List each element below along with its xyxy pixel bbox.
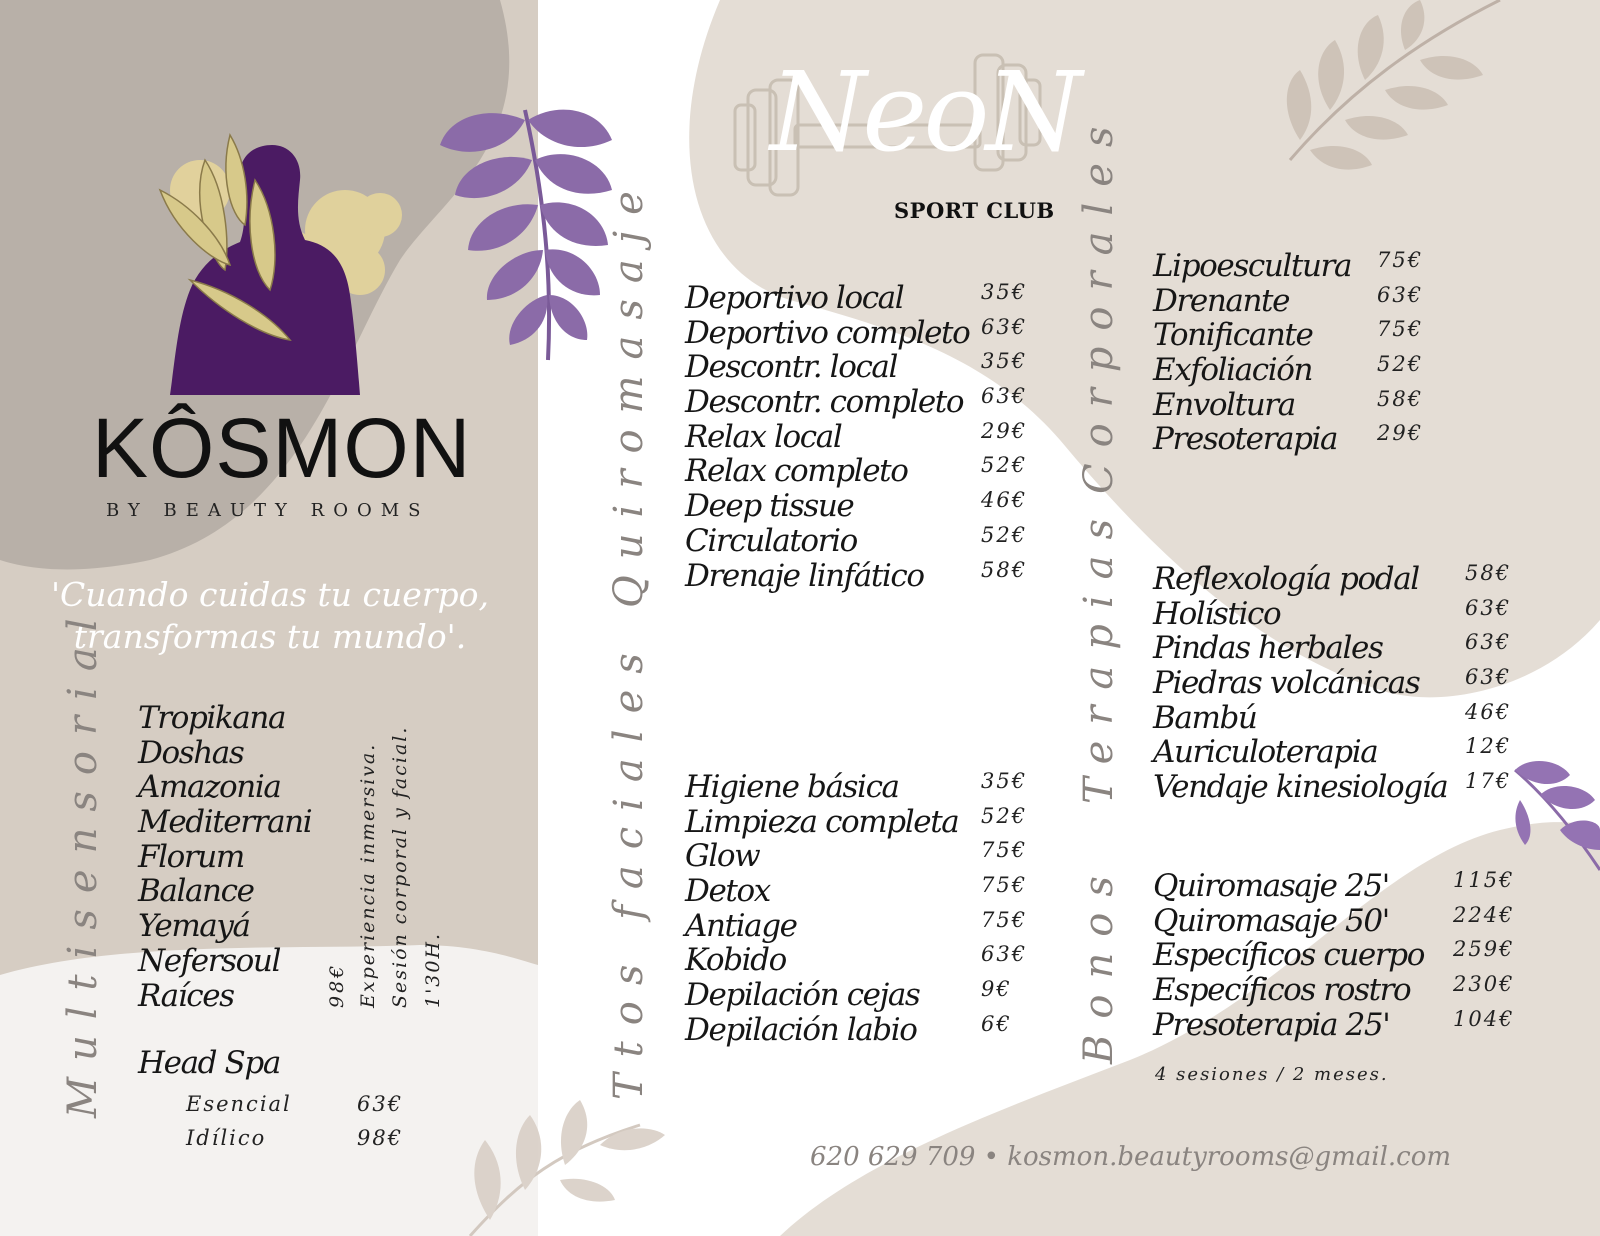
service-name: Exfoliación — [1153, 352, 1313, 389]
service-price: 115€ — [1453, 868, 1515, 892]
list-item: Florum — [138, 838, 244, 875]
service-name: Higiene básica — [685, 769, 899, 805]
list-item: Mediterrani — [138, 804, 312, 841]
headspa-item-idilico: Idílico — [186, 1126, 267, 1150]
service-name: Específicos rostro — [1153, 972, 1411, 1009]
service-name: Depilación labio — [685, 1011, 917, 1048]
service-price: 75€ — [1377, 248, 1424, 272]
service-price: 12€ — [1465, 734, 1512, 759]
service-price: 224€ — [1453, 902, 1515, 927]
list-item: Doshas — [138, 734, 244, 771]
service-name: Deep tissue — [685, 488, 854, 525]
service-name: Quiromasaje 25' — [1153, 868, 1389, 904]
list-item: Amazonia — [138, 769, 281, 806]
terapias-list — [1153, 561, 1513, 804]
brand-tagline: BY BEAUTY ROOMS — [106, 500, 430, 521]
list-item: Yemayá — [138, 908, 250, 945]
service-price: 58€ — [981, 557, 1028, 582]
corporales-list — [1153, 248, 1433, 456]
headspa-price-idilico: 98€ — [357, 1126, 404, 1150]
service-price: 104€ — [1453, 1006, 1515, 1031]
sport-club-label: SPORT CLUB — [894, 198, 1055, 223]
quiromasaje-list — [685, 280, 1028, 594]
service-name: Auriculoterapia — [1153, 734, 1378, 771]
faciales-list — [685, 769, 1028, 1048]
service-name: Presoterapia 25' — [1153, 1006, 1390, 1043]
service-name: Presoterapia — [1153, 421, 1338, 458]
service-price: 52€ — [1377, 352, 1424, 377]
service-name: Tonificante — [1153, 317, 1313, 354]
service-price: 63€ — [1377, 282, 1424, 307]
multisensorial-list — [138, 700, 311, 1012]
multisensorial-price: 98€ — [326, 962, 348, 1008]
service-price: 6€ — [981, 1011, 1012, 1036]
service-name: Relax completo — [685, 453, 908, 490]
service-name: Antiage — [685, 907, 797, 944]
service-name: Pindas herbales — [1153, 630, 1383, 667]
service-name: Lipoescultura — [1153, 248, 1352, 284]
bonos-note: 4 sesiones / 2 meses. — [1155, 1064, 1389, 1085]
headspa-title-text: Head Spa — [138, 1045, 280, 1081]
service-price: 35€ — [981, 349, 1028, 374]
service-price: 63€ — [981, 384, 1028, 409]
service-price: 63€ — [1465, 630, 1512, 655]
list-item: Nefersoul — [138, 942, 280, 979]
service-price: 63€ — [1465, 665, 1512, 690]
service-price: 230€ — [1453, 972, 1515, 997]
headspa-item-esencial: Esencial — [186, 1092, 292, 1116]
service-name: Holístico — [1153, 595, 1281, 632]
list-item: Raíces — [138, 977, 234, 1014]
corporales-label: Corporales — [1076, 110, 1122, 494]
service-name: Piedras volcánicas — [1153, 665, 1420, 702]
service-price: 17€ — [1465, 769, 1512, 794]
contact-info: 620 629 709 • kosmon.beautyrooms@gmail.com — [810, 1142, 1452, 1172]
multisensorial-label: Multisensorial — [60, 602, 106, 1118]
service-name: Bambú — [1153, 699, 1257, 736]
service-name: Quiromasaje 50' — [1153, 902, 1389, 939]
headspa-price-esencial: 63€ — [357, 1092, 404, 1116]
service-price: 58€ — [1377, 386, 1424, 411]
service-price: 52€ — [981, 453, 1028, 478]
multisensorial-note-3: 1'30H. — [422, 931, 444, 1008]
brand-name: KÔSMON — [92, 401, 472, 495]
service-name: Depilación cejas — [685, 977, 920, 1014]
headspa-title — [138, 1045, 280, 1080]
service-name: Descontr. completo — [685, 384, 964, 421]
multisensorial-note-1: Experiencia inmersiva. — [357, 742, 379, 1008]
service-price: 75€ — [981, 838, 1028, 863]
service-name: Deportivo completo — [685, 314, 970, 351]
service-name: Limpieza completa — [685, 803, 959, 840]
faciales-label: Ttos faciales — [606, 637, 652, 1100]
service-price: 29€ — [981, 418, 1028, 443]
service-name: Kobido — [685, 942, 786, 979]
service-name: Glow — [685, 838, 760, 875]
service-name: Circulatorio — [685, 522, 857, 559]
service-name: Específicos cuerpo — [1153, 937, 1424, 974]
bonos-list — [1153, 868, 1513, 1041]
list-item: Balance — [138, 873, 254, 910]
service-name: Drenaje linfático — [685, 557, 924, 594]
service-price: 63€ — [981, 314, 1028, 339]
service-name: Vendaje kinesiología — [1153, 769, 1448, 806]
quote-line-1: 'Cuando cuidas tu cuerpo, — [50, 575, 490, 614]
quote-line-2: transformas tu mundo'. — [73, 617, 467, 656]
service-price: 29€ — [1377, 421, 1424, 446]
service-price: 35€ — [981, 280, 1028, 304]
neon-logo-text: NeoN — [770, 48, 1078, 176]
service-price: 75€ — [1377, 317, 1424, 342]
service-price: 46€ — [1465, 699, 1512, 724]
service-name: Descontr. local — [685, 349, 898, 386]
service-price: 259€ — [1453, 937, 1515, 962]
terapias-label: Terapias — [1076, 503, 1122, 804]
kosmon-logo-figure — [130, 120, 430, 400]
service-price: 46€ — [981, 488, 1028, 513]
service-price: 52€ — [981, 522, 1028, 547]
service-price: 75€ — [981, 907, 1028, 932]
quiromasaje-label: Quiromasaje — [606, 175, 652, 608]
service-price: 75€ — [981, 873, 1028, 898]
service-name: Reflexología podal — [1153, 561, 1419, 597]
service-name: Deportivo local — [685, 280, 904, 316]
service-name: Relax local — [685, 418, 842, 455]
multisensorial-note-2: Sesión corporal y facial. — [389, 725, 411, 1008]
list-item: Tropikana — [138, 700, 286, 736]
bonos-label: Bonos — [1076, 860, 1122, 1064]
service-price: 63€ — [981, 942, 1028, 967]
service-name: Envoltura — [1153, 386, 1295, 423]
service-name: Detox — [685, 873, 770, 910]
service-price: 9€ — [981, 977, 1012, 1002]
service-price: 52€ — [981, 803, 1028, 828]
service-price: 63€ — [1465, 595, 1512, 620]
service-name: Drenante — [1153, 282, 1290, 319]
service-price: 58€ — [1465, 561, 1512, 585]
service-price: 35€ — [981, 769, 1028, 793]
